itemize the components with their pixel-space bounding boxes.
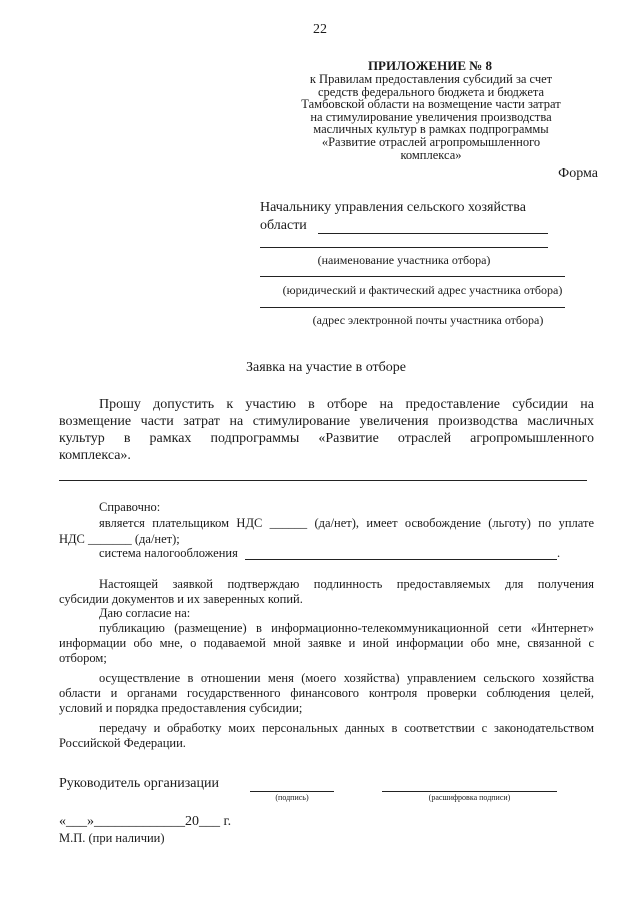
decoding-fill-line: [382, 791, 557, 792]
addressee-line1: Начальнику управления сельского хозяйства: [260, 200, 526, 215]
vat-line: является плательщиком НДС ______ (да/нет), имеет освобождение (льготу) по уплате: [99, 516, 594, 530]
consent-item1-line: отбором;: [59, 651, 107, 665]
request-line: возмещение части затрат на стимулирование увеличения производства масличных: [59, 414, 594, 429]
form-label: Форма: [558, 166, 598, 181]
vat-line: НДС _______ (да/нет);: [59, 532, 180, 546]
date-line: «___»_____________20___ г.: [59, 814, 232, 829]
appendix-line: комплекса»: [400, 147, 462, 162]
consent-items: [59, 621, 594, 751]
consent-item3-line: Российской Федерации.: [59, 736, 186, 750]
addressee-line2: области: [260, 218, 307, 233]
caption-email: (адрес электронной почты участника отбора): [312, 313, 544, 327]
request-underline: [59, 480, 587, 481]
address-fill-line: [260, 276, 565, 277]
email-fill-line: [260, 307, 565, 308]
reference-heading: Справочно:: [99, 500, 161, 514]
consent-item2-line: условий и порядка предоставления субсидии;: [59, 701, 303, 715]
document-title: Заявка на участие в отборе: [246, 360, 406, 375]
consent-heading: Даю согласие на:: [99, 606, 191, 620]
appendix-line: к Правилам предоставления субсидий за счет: [309, 72, 553, 86]
appendix-title: ПРИЛОЖЕНИЕ № 8: [367, 58, 493, 73]
request-line: комплекса».: [59, 448, 131, 463]
appendix-line: Тамбовской области на возмещение части затрат: [301, 97, 561, 112]
request-line: Прошу допустить к участию в отборе на предоставление субсидии на: [99, 397, 594, 412]
request-line: культур в рамках подпрограммы «Развитие отраслей агропромышленного: [59, 431, 594, 446]
appendix-line: средств федерального бюджета и бюджета: [317, 84, 545, 99]
name-fill-line: [260, 247, 548, 248]
stamp-note: М.П. (при наличии): [59, 831, 165, 845]
tax-system-end: .: [557, 546, 561, 560]
page-number: 22: [313, 22, 327, 37]
tax-system-label: система налогообложения: [99, 546, 238, 560]
region-fill-line: [318, 233, 548, 234]
caption-name: (наименование участника отбора): [317, 253, 491, 267]
decoding-caption: (расшифровка подписи): [428, 793, 511, 802]
consent-item1-line: информации обо мне, о подаваемой мной заявке и иной информации обо мне, связанной с: [59, 636, 594, 650]
appendix-line: масличных культур в рамках подпрограммы: [313, 122, 549, 137]
confirmation-line: субсидии документов и их заверенных копий.: [59, 592, 303, 606]
request-paragraph: [59, 396, 594, 464]
signature-role: Руководитель организации: [59, 776, 219, 791]
appendix-line: «Развитие отраслей агропромышленного: [321, 134, 541, 149]
appendix-line: на стимулирование увеличения производства: [310, 109, 552, 124]
consent-item2-line: осуществление в отношении меня (моего хозяйства) управлением сельского хозяйства: [99, 671, 594, 685]
signature-caption: (подпись): [275, 793, 309, 802]
signature-fill-line: [250, 791, 334, 792]
vat-block: [59, 515, 594, 547]
consent-item2-line: области и органами государственного финансового контроля проверки соблюдения целей,: [59, 686, 594, 700]
consent-item3-line: передачу и обработку моих персональных данных в соответствии с законодательством: [99, 721, 594, 735]
consent-item1-line: публикацию (размещение) в информационно-телекоммуникационной сети «Интернет»: [99, 621, 594, 635]
confirmation-block: [59, 577, 594, 607]
caption-address: (юридический и фактический адрес участника отбора): [282, 283, 563, 297]
confirmation-line: Настоящей заявкой подтверждаю подлинность предоставляемых для получения: [99, 577, 594, 591]
appendix-text: [300, 73, 562, 161]
tax-system-fill-line: [245, 559, 557, 560]
